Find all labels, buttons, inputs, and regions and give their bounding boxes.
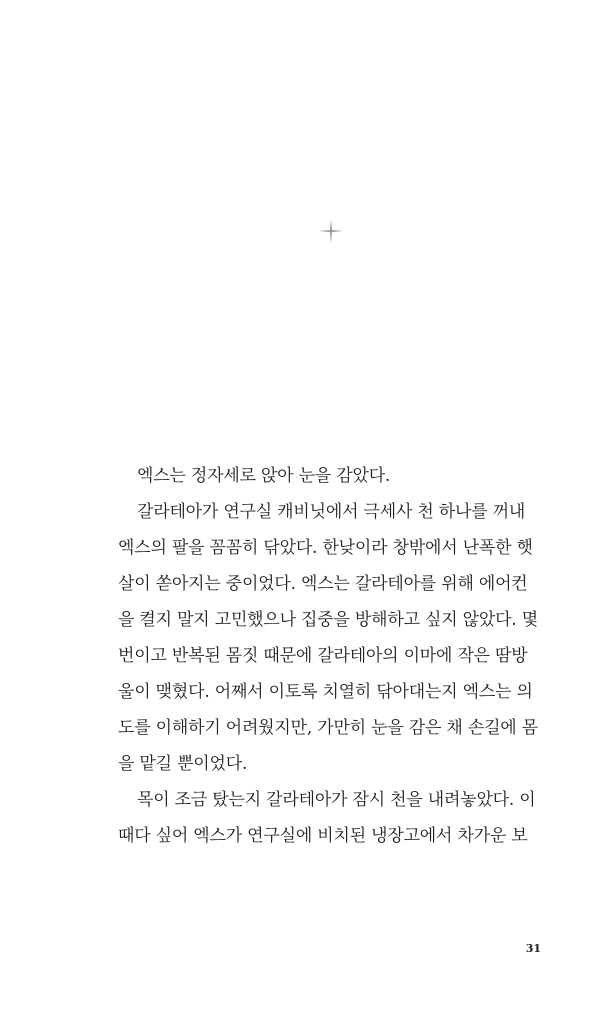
paragraph-line: 번이고 반복된 몸짓 때문에 갈라테아의 이마에 작은 땀방 — [118, 646, 528, 666]
paragraph-line: 목이 조금 탔는지 갈라테아가 잠시 천을 내려놓았다. 이 — [137, 790, 536, 810]
paragraph-line: 울이 맺혔다. 어째서 이토록 치열히 닦아대는지 엑스는 의 — [118, 682, 533, 702]
paragraph-line: 때다 싶어 엑스가 연구실에 비치된 냉장고에서 차가운 보 — [118, 826, 528, 846]
star-ornament-icon — [318, 218, 344, 244]
body-text — [118, 458, 542, 854]
paragraph-line: 을 켤지 말지 고민했으나 집중을 방해하고 싶지 않았다. 몇 — [118, 610, 538, 630]
paragraph-line: 도를 이해하기 어려웠지만, 가만히 눈을 감은 채 손길에 몸 — [118, 718, 538, 738]
page-number: 31 — [525, 942, 541, 955]
paragraph-line: 살이 쏟아지는 중이었다. 엑스는 갈라테아를 위해 에어컨 — [118, 574, 528, 594]
paragraph-line: 갈라테아가 연구실 캐비닛에서 극세사 천 하나를 꺼내 — [137, 502, 526, 522]
paragraph-line: 엑스는 정자세로 앉아 눈을 감았다. — [137, 466, 391, 486]
paragraph-line: 엑스의 팔을 꼼꼼히 닦았다. 한낮이라 창밖에서 난폭한 햇 — [118, 538, 533, 558]
paragraph-line: 을 맡길 뿐이었다. — [118, 754, 248, 774]
